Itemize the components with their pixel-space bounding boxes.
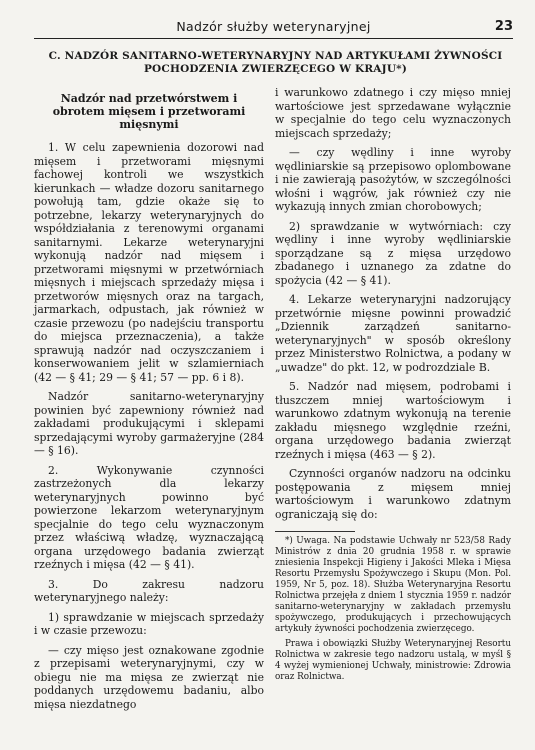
paragraph: 3. Do zakresu nadzoru weterynaryjnego należy: bbox=[34, 577, 264, 604]
paragraph: 4. Lekarze weterynaryjni nadzorujący przetwórnie mięsne powinni prowadzić „Dziennik zarządzeń sanitarno-weterynaryjnych" w sposób określony przez Ministerstwo Rolnictwa, a podany w „uwadze" do pkt. 12, w podrozdziale B. bbox=[275, 293, 511, 374]
section-heading: Nadzór nad przetwórstwem i obrotem mięsem i przetworami mięsnymi bbox=[52, 92, 246, 131]
paragraph: i warunkowo zdatnego i czy mięso mniej wartościowe jest sprzedawane wyłącznie w specjalnie do tego celu wyznaczonych miejscach sprzedaży; bbox=[275, 86, 511, 140]
footnote: *) Uwaga. Na podstawie Uchwały nr 523/58 Rady Ministrów z dnia 20 grudnia 1958 r. w sprawie zniesienia Inspekcji Higieny i Jakości Mleka i Mięsa Resortu Przemysłu Spożywczego i Skupu (Mon. Pol. 1959, Nr 5, poz. 18). Służba Weterynaryjna Resortu Rolnictwa przejęła z dniem 1 stycznia 1959 r. nadzór sanitarno-weterynaryjny w zakładach przemysłu spożywczego, produkujących i przechowujących artykuły żywności pochodzenia zwierzęcego. bbox=[275, 536, 511, 634]
chapter-heading: C. NADZÓR SANITARNO-WETERYNARYJNY NAD ARTYKUŁAMI ŻYWNOŚCI POCHODZENIA ZWIERZĘCEGO W KRAJU*) bbox=[48, 50, 503, 75]
paragraph: 1. W celu zapewnienia dozorowi nad mięsem i przetworami mięsnymi fachowej kontroli we wszystkich kierunkach — władze dozoru sanitarnego powołują tam, gdzie okaże się to potrzebne, lekarzy weterynaryjnych do współdziałania z terenowymi organami sanitarnymi. Lekarze weterynaryjni wykonują nadzór nad mięsem i przetworami mięsnymi w przetwórniach mięsnych i miejscach sprzedaży mięsa i przetworów mięsnych oraz na targach, jarmarkach, odpustach, jak również w czasie przewozu (po nadejściu transportu do miejsca przeznaczenia), a także sprawują nadzór nad oczyszczaniem i konserwowaniem jelit w szlamierniach (42 — § 41; 29 — § 41; 57 — pp. 6 i 8). bbox=[34, 141, 264, 384]
page-number: 23 bbox=[494, 19, 513, 34]
paragraph: — czy wędliny i inne wyroby wędliniarskie są przepisowo oplombowane i nie zawierają pasożytów, w szczególności włośni i wągrów, jak również czy nie wykazują innych zmian chorobowych; bbox=[275, 146, 511, 213]
paragraph: 2) sprawdzanie w wytwórniach: czy wędliny i inne wyroby wędliniarskie sporządzane są z mięsa urzędowo zbadanego i uznanego za zdatne do spożycia (42 — § 41). bbox=[275, 219, 511, 287]
paragraph: 1) sprawdzanie w miejscach sprzedaży i w czasie przewozu: bbox=[34, 610, 264, 637]
footnote-divider bbox=[275, 531, 355, 532]
paragraph: 5. Nadzór nad mięsem, podrobami i tłuszczem mniej wartościowym i warunkowo zdatnym wykonują na terenie zakładu mięsnego względnie rzeźni, organa urzędowego badania zwierząt rzeźnych i mięsa (463 — § 2). bbox=[275, 380, 511, 461]
right-column bbox=[275, 86, 511, 687]
paragraph: Czynności organów nadzoru na odcinku postępowania z mięsem mniej wartościowym i warunkowo zdatnym ograniczają się do: bbox=[275, 467, 511, 521]
paragraph: — czy mięso jest oznakowane zgodnie z przepisami weterynaryjnymi, czy w obiegu nie ma mięsa ze zwierząt nie poddanych urzędowemu badaniu, albo mięsa niezdatnego bbox=[34, 643, 264, 711]
running-header bbox=[34, 18, 513, 39]
paragraph: 2. Wykonywanie czynności zastrzeżonych dla lekarzy weterynaryjnych powinno być powierzone lekarzom weterynaryjnym specjalnie do tego celu wyznaczonym przez właściwą władzę, wyznaczającą organa urzędowego badania zwierząt rzeźnych i mięsa (42 — § 41). bbox=[34, 463, 264, 571]
running-title: Nadzór służby weterynaryjnej bbox=[176, 19, 371, 34]
left-column bbox=[34, 86, 264, 717]
paragraph: Nadzór sanitarno-weterynaryjny powinien być zapewniony również nad zakładami produkującymi i sklepami sprzedającymi wyroby garmażeryjne (284 — § 16). bbox=[34, 390, 264, 457]
footnote: Prawa i obowiązki Służby Weterynaryjnej Resortu Rolnictwa w zakresie tego nadzoru ustalą, w myśl § 4 wyżej wymienionej Uchwały, ministrowie: Zdrowia oraz Rolnictwa. bbox=[275, 639, 511, 682]
